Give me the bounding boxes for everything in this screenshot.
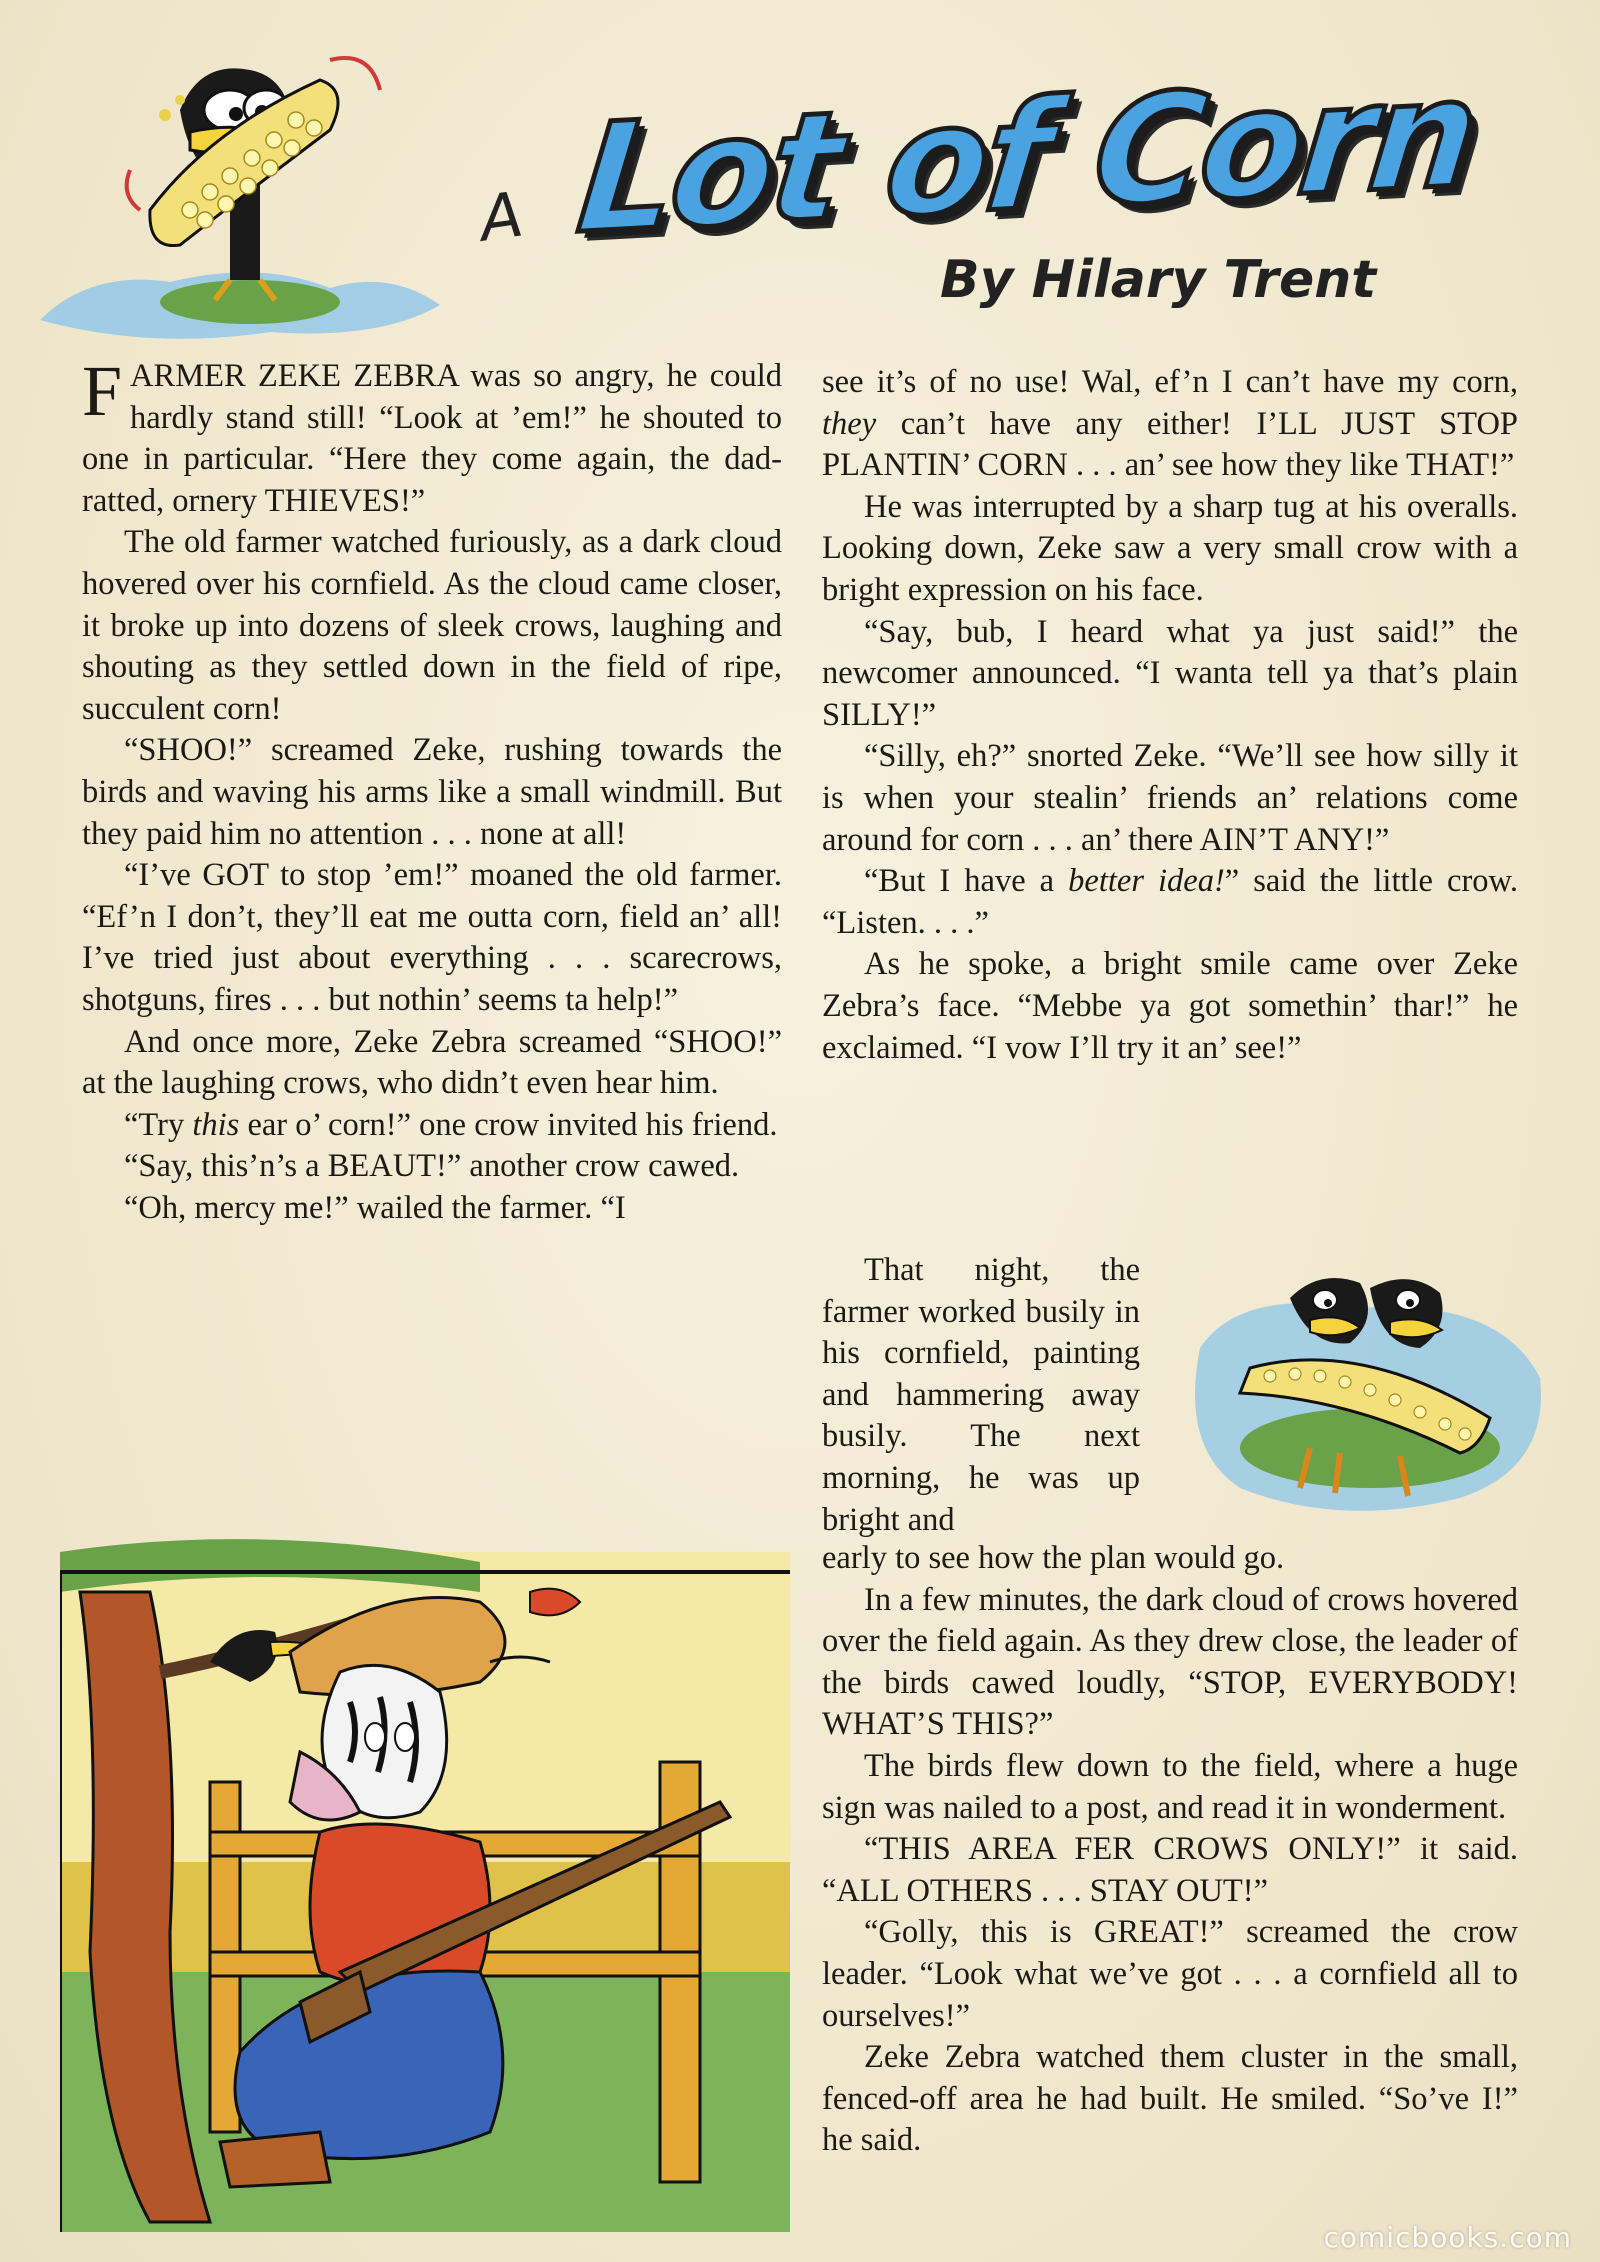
byline: By Hilary Trent	[940, 250, 1377, 310]
emphasis: this	[192, 1106, 240, 1143]
paragraph: That night, the farmer worked busily in his cornfield, painting and hammering away busily. The next morning, he was up bright and	[822, 1252, 1140, 1538]
zebra-farmer-illustration	[60, 1532, 790, 2232]
crow-with-corn-illustration	[30, 20, 470, 350]
paragraph: “Say, bub, I heard what ya just said!” the newcomer announced. “I wanta tell ya that’s plain SILLY!”	[822, 613, 1518, 733]
text-run: ear o’ corn!” one crow invited his friend.	[239, 1106, 778, 1143]
title-prefix: A	[475, 177, 528, 256]
paragraph: Zeke Zebra watched them cluster in the small, fenced-off area he had built. He smiled. “So’ve I!” he said.	[822, 2039, 1518, 2159]
column-right-lower	[822, 1538, 1518, 2162]
drop-cap: F	[82, 351, 123, 431]
column-right	[822, 362, 1518, 1069]
paragraph: And once more, Zeke Zebra screamed “SHOO!” at the laughing crows, who didn’t even hear him.	[82, 1023, 782, 1102]
paragraph: “Say, this’n’s a BEAUT!” another crow cawed.	[124, 1148, 740, 1185]
text-run: “But I have a	[864, 863, 1069, 900]
text-run: ” said the little crow. “Listen. . . .”	[822, 863, 1519, 941]
paragraph: The birds flew down to the field, where a huge sign was nailed to a post, and read it in wonderment.	[822, 1747, 1518, 1826]
paragraph-text: ARMER ZEKE ZEBRA was so angry, he could hardly stand still! “Look at ’em!” he shouted to one in particular. “Here they come again, the dad-ratted, ornery THIEVES!”	[82, 358, 782, 519]
crows-eating-corn-illustration	[1160, 1228, 1560, 1538]
emphasis: they	[822, 405, 877, 442]
story-title: Lot of Corn	[570, 46, 1483, 268]
paragraph: “Silly, eh?” snorted Zeke. “We’ll see how silly it is when your stealin’ friends an’ relations come around for corn . . . an’ there AIN’T ANY!”	[822, 738, 1518, 858]
paragraph: “I’ve GOT to stop ’em!” moaned the old farmer. “Ef’n I don’t, they’ll eat me outta corn, field an’ all! I’ve tried just about everything . . . scarecrows, shotguns, fires . . . but nothin’ seems ta help!”	[82, 857, 782, 1018]
paragraph: “THIS AREA FER CROWS ONLY!” it said. “ALL OTHERS . . . STAY OUT!”	[822, 1831, 1518, 1909]
title-block	[470, 46, 1530, 330]
paragraph: He was interrupted by a sharp tug at his overalls. Looking down, Zeke saw a very small crow with a bright expression on his face.	[822, 488, 1518, 608]
watermark: comicbooks.com	[1323, 2221, 1572, 2254]
paragraph: “SHOO!” screamed Zeke, rushing towards the birds and waving his arms like a small windmill. But they paid him no attention . . . none at all!	[82, 732, 782, 852]
text-run: can’t have any either! I’LL JUST STOP PLANTIN’ CORN . . . an’ see how they like THAT!”	[822, 405, 1518, 484]
paragraph: early to see how the plan would go.	[822, 1540, 1285, 1576]
paragraph: As he spoke, a bright smile came over Zeke Zebra’s face. “Mebbe ya got somethin’ thar!” he exclaimed. “I vow I’ll try it an’ see!”	[822, 946, 1518, 1066]
paragraph	[822, 362, 1518, 487]
paragraph	[82, 351, 782, 522]
paragraph: “Oh, mercy me!” wailed the farmer. “I	[124, 1189, 626, 1226]
text-run: “Try	[124, 1106, 193, 1143]
paragraph: The old farmer watched furiously, as a dark cloud hovered over his cornfield. As the cloud came closer, it broke up into dozens of sleek crows, laughing and shouting as they settled down in the field of ripe, succulent corn!	[82, 524, 782, 727]
emphasis: better idea!	[1068, 863, 1225, 900]
paragraph	[822, 861, 1518, 944]
paragraph: “Golly, this is GREAT!” screamed the crow leader. “Look what we’ve got . . . a cornfield all to ourselves!”	[822, 1914, 1518, 2034]
paragraph	[82, 1105, 782, 1147]
paragraph: In a few minutes, the dark cloud of crows hovered over the field again. As they drew close, the leader of the birds cawed loudly, “STOP, EVERYBODY! WHAT’S THIS?”	[822, 1581, 1518, 1743]
column-right-narrow	[822, 1250, 1140, 1541]
column-left	[82, 351, 782, 1229]
text-run: see it’s of no use! Wal, ef’n I can’t have my corn,	[822, 364, 1518, 400]
